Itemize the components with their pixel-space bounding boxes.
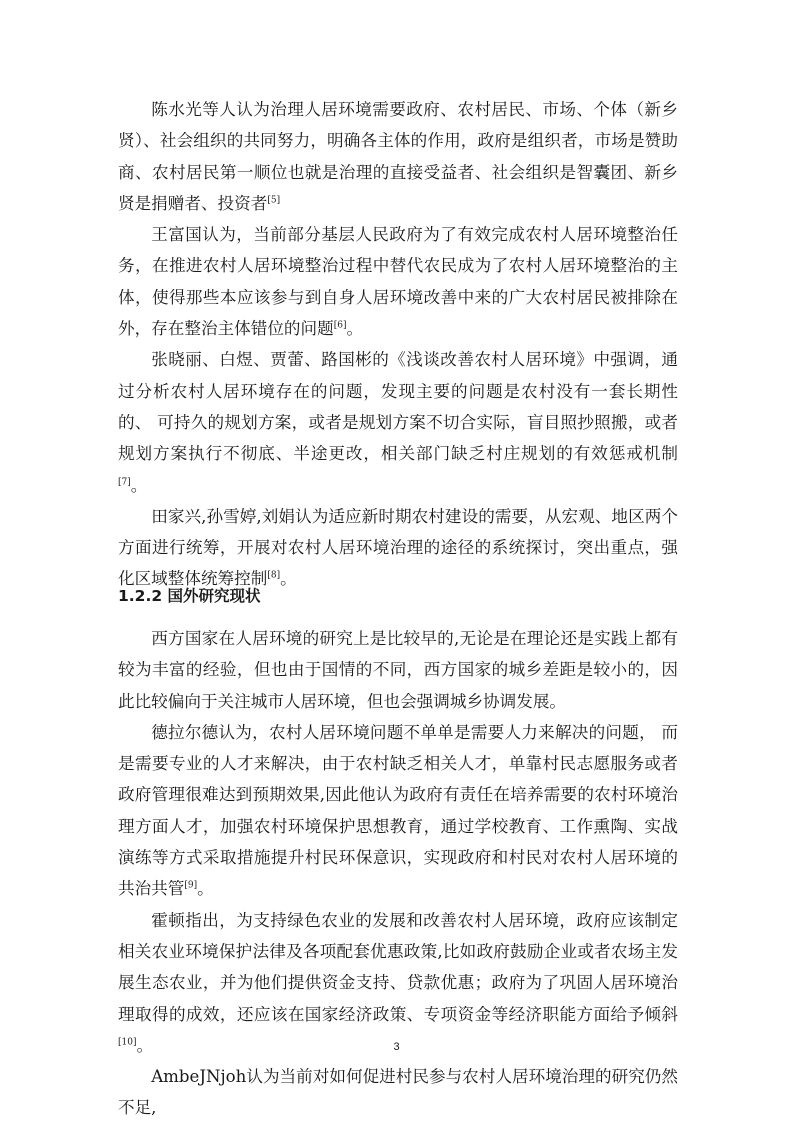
section-domestic-research: [118, 94, 678, 595]
paragraph: 王富国认为，当前部分基层人民政府为了有效完成农村人居环境整治任务，在推进农村人居环境整治过程中替代农民成为了农村人居环境整治的主体，使得那些本应该参与到自身人居环境改善中来的广大农村居民被排除在外，存在整治主体错位的问题[6]。: [118, 225, 678, 339]
paragraph: 田家兴,孙雪婷,刘娟认为适应新时期农村建设的需要，从宏观、地区两个方面进行统筹，开展对农村人居环境治理的途径的系统探讨，突出重点，强化区域整体统筹控制[8]。: [118, 506, 678, 589]
citation: [9]: [184, 880, 198, 891]
paragraph: 德拉尔德认为，农村人居环境问题不单单是需要人力来解决的问题， 而是需要专业的人才来解决，由于农村缺乏相关人才，单靠村民志愿服务或者政府管理很难达到预期效果,因此他认为政府有责任在培养需要的农村环境治理方面人才，加强农村环境保护思想教育，通过学校教育、工作熏陶、实战演练等方式采取措施提升村民环保意识，实现政府和村民对农村人居环境的共治共管[9]。: [118, 722, 678, 899]
section-heading: 1.2.2 国外研究现状: [118, 587, 261, 605]
citation: [8]: [267, 570, 281, 581]
paragraph: AmbeJNjoh认为当前对如何促进村民参与农村人居环境治理的研究仍然不足,: [118, 1067, 678, 1118]
citation: [7]: [118, 477, 131, 488]
paragraph: 陈水光等人认为治理人居环境需要政府、农村居民、市场、个体（新乡贤）、社会组织的共同努力，明确各主体的作用，政府是组织者，市场是赞助商、农村居民第一顺位也就是治理的直接受益者、社会组织是智囊团、新乡贤是捐赠者、投资者[5]: [118, 100, 678, 213]
paragraph: 霍顿指出，为支持绿色农业的发展和改善农村人居环境，政府应该制定相关农业环境保护法律及各项配套优惠政策,比如政府鼓励企业或者农场主发展生态农业，并为他们提供资金支持、贷款优惠；政府为了巩固人居环境治理取得的成效，还应该在国家经济政策、专项资金等经济职能方面给予倾斜[10]。: [118, 910, 678, 1055]
paragraph: 张晓丽、白煜、贾蕾、路国彬的《浅谈改善农村人居环境》中强调，通过分析农村人居环境存在的问题，发现主要的问题是农村没有一套长期性的、 可持久的规划方案，或者是规划方案不切合实际，盲目照抄照搬，或者规划方案执行不彻底、半途更改，相关部门缺乏村庄规划的有效惩戒机制[7]。: [118, 350, 678, 495]
page-number: 3: [393, 1041, 400, 1053]
citation: [10]: [118, 1037, 137, 1048]
citation: [6]: [333, 320, 347, 331]
paragraph: 西方国家在人居环境的研究上是比较早的,无论是在理论还是实践上都有较为丰富的经验，但也由于国情的不同，西方国家的城乡差距是较小的，因此比较偏向于关注城市人居环境，但也会强调城乡协调发展。: [118, 629, 678, 711]
citation: [5]: [267, 195, 281, 206]
